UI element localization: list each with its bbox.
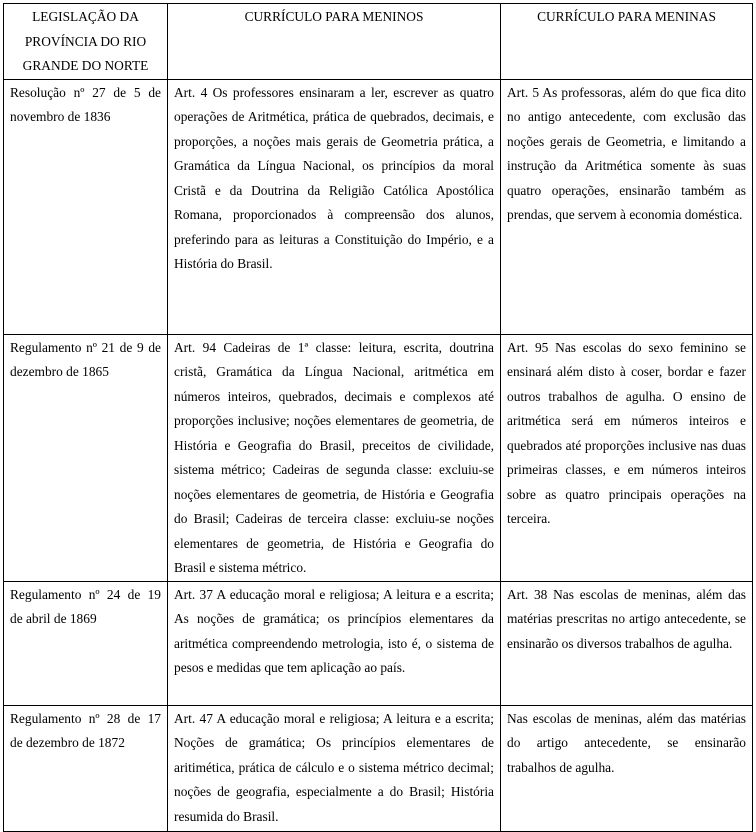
curriculum-legislation-table (3, 3, 753, 832)
table-row (4, 581, 753, 705)
legislation-cell: Regulamento nº 21 de 9 de dezembro de 1865 (4, 334, 168, 581)
boys-curriculum-cell: Art. 4 Os professores ensinaram a ler, escrever as quatro operações de Aritmética, prática de quebrados, decimais, e proporções, a noções mais gerais de Geometria prática, a Gramática da Língua Nacional, os princípios da moral Cristã e da Doutrina da Religião Católica Apostólica Romana, proporcionados à compreensão dos alunos, preferindo para as leituras a Constituição do Império, e a História do Brasil. (168, 79, 501, 334)
girls-curriculum-cell: Art. 95 Nas escolas do sexo feminino se ensinará além disto à coser, bordar e fazer outros trabalhos de agulha. O ensino de aritmética será em números inteiros e quebrados até proporções inclusive nas duas primeiras classes, e em números inteiros sobre as quatro principais operações na terceira. (501, 334, 753, 581)
table-row (4, 334, 753, 581)
boys-curriculum-cell: Art. 47 A educação moral e religiosa; A leitura e a escrita; Noções de gramática; Os princípios elementares de aritimética, prática de cálculo e o sistema métrico decimal; noções de geografia, especialmente a do Brasil; História resumida do Brasil. (168, 705, 501, 831)
boys-curriculum-cell: Art. 37 A educação moral e religiosa; A leitura e a escrita; As noções de gramática; os princípios elementares da aritmética compreendendo metrologia, isto é, o sistema de pesos e medidas que tem aplicação ao país. (168, 581, 501, 705)
legislation-cell: Regulamento nº 24 de 19 de abril de 1869 (4, 581, 168, 705)
table-row (4, 705, 753, 831)
legislation-cell: Regulamento nº 28 de 17 de dezembro de 1872 (4, 705, 168, 831)
table-row (4, 79, 753, 334)
header-girls-curriculum: CURRÍCULO PARA MENINAS (501, 4, 753, 80)
girls-curriculum-cell: Art. 38 Nas escolas de meninas, além das matérias prescritas no artigo antecedente, se ensinarão os diversos trabalhos de agulha. (501, 581, 753, 705)
girls-curriculum-cell: Art. 5 As professoras, além do que fica dito no antigo antecedente, com exclusão das noções gerais de Geometria, e limitando a instrução da Aritmética somente às suas quatro operações, ensinarão também as prendas, que servem à economia doméstica. (501, 79, 753, 334)
legislation-cell: Resolução nº 27 de 5 de novembro de 1836 (4, 79, 168, 334)
header-legislation: LEGISLAÇÃO DA PROVÍNCIA DO RIO GRANDE DO NORTE (4, 4, 168, 80)
boys-curriculum-cell: Art. 94 Cadeiras de 1ª classe: leitura, escrita, doutrina cristã, Gramática da Língua Nacional, aritmética em números inteiros, quebrados, decimais e complexos até proporções inclusive; noções elementares de geometria, de História e Geografia do Brasil, preceitos de civilidade, sistema métrico; Cadeiras de segunda classe: excluiu-se noções elementares de geometria, de História e Geografia do Brasil; Cadeiras de terceira classe: excluiu-se noções elementares de geometria, de História e Geografia do Brasil e sistema métrico. (168, 334, 501, 581)
header-boys-curriculum: CURRÍCULO PARA MENINOS (168, 4, 501, 80)
girls-curriculum-cell: Nas escolas de meninas, além das matérias do artigo antecedente, se ensinarão trabalhos de agulha. (501, 705, 753, 831)
header-row (4, 4, 753, 80)
